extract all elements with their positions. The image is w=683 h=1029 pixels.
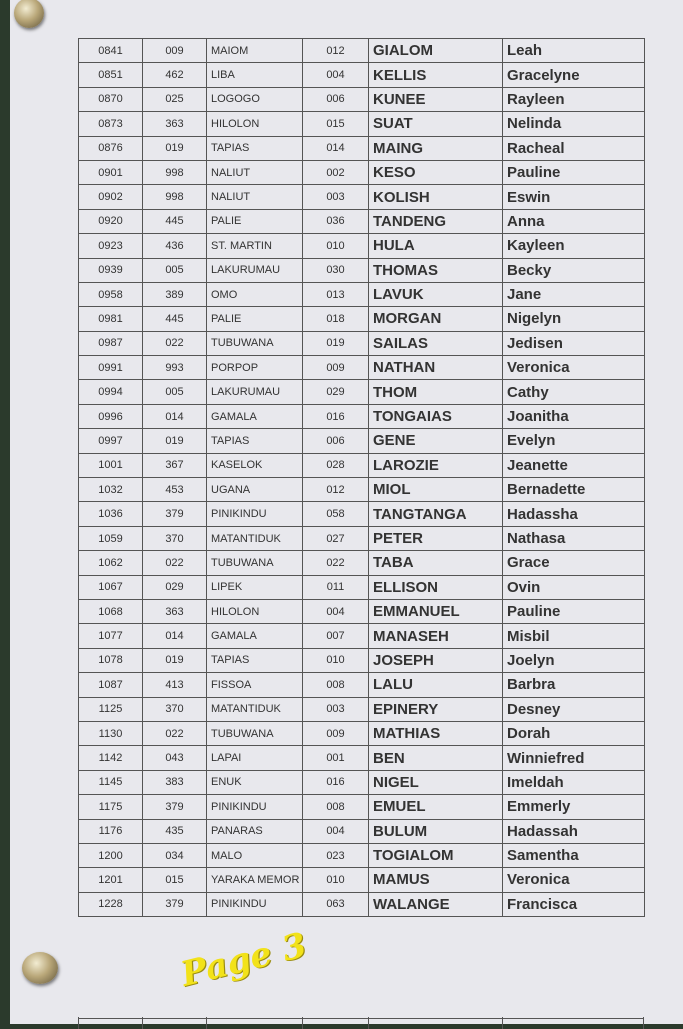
- village-name-cell: TUBUWANA: [207, 331, 303, 355]
- given-name-cell: Hadassah: [503, 819, 645, 843]
- house-number-cell: 009: [303, 721, 369, 745]
- village-code-cell: 043: [143, 746, 207, 770]
- village-name-cell: NALIUT: [207, 185, 303, 209]
- record-number-cell: 0841: [79, 39, 143, 63]
- village-code-cell: 436: [143, 234, 207, 258]
- surname-cell: LAROZIE: [369, 453, 503, 477]
- village-code-cell: 022: [143, 721, 207, 745]
- house-number-cell: 004: [303, 63, 369, 87]
- given-name-cell: Grace: [503, 551, 645, 575]
- given-name-cell: Jeanette: [503, 453, 645, 477]
- surname-cell: LALU: [369, 673, 503, 697]
- house-number-cell: 023: [303, 843, 369, 867]
- village-code-cell: 370: [143, 526, 207, 550]
- given-name-cell: Anna: [503, 209, 645, 233]
- surname-cell: TABA: [369, 551, 503, 575]
- given-name-cell: Pauline: [503, 599, 645, 623]
- record-number-cell: 0851: [79, 63, 143, 87]
- village-name-cell: LIBA: [207, 63, 303, 87]
- surname-cell: EMMANUEL: [369, 599, 503, 623]
- house-number-cell: 012: [303, 39, 369, 63]
- table-row: [79, 575, 645, 599]
- village-name-cell: LIPEK: [207, 575, 303, 599]
- given-name-cell: Barbra: [503, 673, 645, 697]
- table-row: [79, 87, 645, 111]
- record-number-cell: 1001: [79, 453, 143, 477]
- surname-cell: BULUM: [369, 819, 503, 843]
- table-row: [79, 746, 645, 770]
- given-name-cell: Kayleen: [503, 234, 645, 258]
- record-number-cell: 1176: [79, 819, 143, 843]
- surname-cell: EMUEL: [369, 795, 503, 819]
- record-number-cell: 1145: [79, 770, 143, 794]
- village-name-cell: HILOLON: [207, 599, 303, 623]
- village-name-cell: TUBUWANA: [207, 551, 303, 575]
- house-number-cell: 003: [303, 697, 369, 721]
- village-code-cell: 005: [143, 258, 207, 282]
- given-name-cell: Nathasa: [503, 526, 645, 550]
- given-name-cell: Imeldah: [503, 770, 645, 794]
- table-row: [79, 39, 645, 63]
- village-name-cell: KASELOK: [207, 453, 303, 477]
- roster-body: [79, 39, 645, 917]
- thumbtack-icon: [22, 952, 58, 984]
- table-row: [79, 282, 645, 306]
- village-code-cell: 022: [143, 551, 207, 575]
- record-number-cell: 1087: [79, 673, 143, 697]
- record-number-cell: 0987: [79, 331, 143, 355]
- village-name-cell: YARAKA MEMOR: [207, 868, 303, 892]
- village-code-cell: 363: [143, 112, 207, 136]
- house-number-cell: 008: [303, 795, 369, 819]
- record-number-cell: 0997: [79, 429, 143, 453]
- record-number-cell: 1068: [79, 599, 143, 623]
- village-name-cell: ENUK: [207, 770, 303, 794]
- table-row: [79, 770, 645, 794]
- given-name-cell: Jedisen: [503, 331, 645, 355]
- surname-cell: NATHAN: [369, 356, 503, 380]
- given-name-cell: Evelyn: [503, 429, 645, 453]
- village-name-cell: FISSOA: [207, 673, 303, 697]
- surname-cell: MATHIAS: [369, 721, 503, 745]
- house-number-cell: 007: [303, 624, 369, 648]
- house-number-cell: 011: [303, 575, 369, 599]
- table-row: [79, 136, 645, 160]
- house-number-cell: 009: [303, 356, 369, 380]
- village-code-cell: 022: [143, 331, 207, 355]
- table-row: [79, 648, 645, 672]
- record-number-cell: 1032: [79, 478, 143, 502]
- given-name-cell: Pauline: [503, 160, 645, 184]
- village-name-cell: MAIOM: [207, 39, 303, 63]
- village-name-cell: MATANTIDUK: [207, 526, 303, 550]
- surname-cell: GIALOM: [369, 39, 503, 63]
- village-name-cell: TAPIAS: [207, 648, 303, 672]
- village-code-cell: 005: [143, 380, 207, 404]
- surname-cell: MANASEH: [369, 624, 503, 648]
- surname-cell: SAILAS: [369, 331, 503, 355]
- record-number-cell: 0920: [79, 209, 143, 233]
- surname-cell: PETER: [369, 526, 503, 550]
- table-row: [79, 356, 645, 380]
- house-number-cell: 029: [303, 380, 369, 404]
- house-number-cell: 001: [303, 746, 369, 770]
- table-row: [79, 551, 645, 575]
- roster-table: [78, 38, 645, 917]
- record-number-cell: 1175: [79, 795, 143, 819]
- village-name-cell: ST. MARTIN: [207, 234, 303, 258]
- house-number-cell: 010: [303, 648, 369, 672]
- surname-cell: KUNEE: [369, 87, 503, 111]
- village-code-cell: 379: [143, 795, 207, 819]
- house-number-cell: 012: [303, 478, 369, 502]
- given-name-cell: Winniefred: [503, 746, 645, 770]
- village-code-cell: 379: [143, 892, 207, 916]
- village-code-cell: 014: [143, 404, 207, 428]
- given-name-cell: Hadassha: [503, 502, 645, 526]
- house-number-cell: 010: [303, 234, 369, 258]
- table-row: [79, 331, 645, 355]
- given-name-cell: Francisca: [503, 892, 645, 916]
- table-row: [79, 697, 645, 721]
- table-row: [79, 234, 645, 258]
- village-name-cell: LAKURUMAU: [207, 258, 303, 282]
- surname-cell: JOSEPH: [369, 648, 503, 672]
- record-number-cell: 0981: [79, 307, 143, 331]
- village-name-cell: PINIKINDU: [207, 795, 303, 819]
- table-row: [79, 112, 645, 136]
- table-row: [79, 63, 645, 87]
- record-number-cell: 1228: [79, 892, 143, 916]
- village-code-cell: 462: [143, 63, 207, 87]
- village-code-cell: 019: [143, 136, 207, 160]
- surname-cell: MIOL: [369, 478, 503, 502]
- village-name-cell: LOGOGO: [207, 87, 303, 111]
- record-number-cell: 1201: [79, 868, 143, 892]
- village-code-cell: 014: [143, 624, 207, 648]
- given-name-cell: Cathy: [503, 380, 645, 404]
- village-code-cell: 445: [143, 307, 207, 331]
- table-row: [79, 795, 645, 819]
- house-number-cell: 006: [303, 429, 369, 453]
- village-name-cell: TUBUWANA: [207, 721, 303, 745]
- house-number-cell: 028: [303, 453, 369, 477]
- surname-cell: MORGAN: [369, 307, 503, 331]
- surname-cell: MAING: [369, 136, 503, 160]
- house-number-cell: 014: [303, 136, 369, 160]
- village-code-cell: 379: [143, 502, 207, 526]
- house-number-cell: 004: [303, 819, 369, 843]
- surname-cell: THOMAS: [369, 258, 503, 282]
- village-code-cell: 413: [143, 673, 207, 697]
- table-row: [79, 185, 645, 209]
- village-code-cell: 029: [143, 575, 207, 599]
- given-name-cell: Ovin: [503, 575, 645, 599]
- village-name-cell: PORPOP: [207, 356, 303, 380]
- table-row: [79, 502, 645, 526]
- surname-cell: TONGAIAS: [369, 404, 503, 428]
- village-code-cell: 019: [143, 429, 207, 453]
- village-name-cell: MALO: [207, 843, 303, 867]
- surname-cell: TANGTANGA: [369, 502, 503, 526]
- record-number-cell: 0991: [79, 356, 143, 380]
- given-name-cell: Nigelyn: [503, 307, 645, 331]
- record-number-cell: 0902: [79, 185, 143, 209]
- house-number-cell: 036: [303, 209, 369, 233]
- village-code-cell: 034: [143, 843, 207, 867]
- village-name-cell: PINIKINDU: [207, 892, 303, 916]
- village-code-cell: 370: [143, 697, 207, 721]
- house-number-cell: 010: [303, 868, 369, 892]
- given-name-cell: Bernadette: [503, 478, 645, 502]
- village-code-cell: 445: [143, 209, 207, 233]
- table-row: [79, 380, 645, 404]
- table-row: [79, 453, 645, 477]
- village-code-cell: 367: [143, 453, 207, 477]
- village-code-cell: 025: [143, 87, 207, 111]
- record-number-cell: 0939: [79, 258, 143, 282]
- surname-cell: HULA: [369, 234, 503, 258]
- table-row: [79, 258, 645, 282]
- record-number-cell: 1200: [79, 843, 143, 867]
- village-code-cell: 009: [143, 39, 207, 63]
- table-row: [79, 624, 645, 648]
- table-row: [79, 819, 645, 843]
- surname-cell: ELLISON: [369, 575, 503, 599]
- surname-cell: GENE: [369, 429, 503, 453]
- village-name-cell: GAMALA: [207, 404, 303, 428]
- surname-cell: MAMUS: [369, 868, 503, 892]
- village-code-cell: 435: [143, 819, 207, 843]
- village-code-cell: 453: [143, 478, 207, 502]
- given-name-cell: Leah: [503, 39, 645, 63]
- record-number-cell: 1036: [79, 502, 143, 526]
- village-name-cell: OMO: [207, 282, 303, 306]
- village-name-cell: PINIKINDU: [207, 502, 303, 526]
- given-name-cell: Joelyn: [503, 648, 645, 672]
- surname-cell: KELLIS: [369, 63, 503, 87]
- given-name-cell: Emmerly: [503, 795, 645, 819]
- surname-cell: THOM: [369, 380, 503, 404]
- surname-cell: EPINERY: [369, 697, 503, 721]
- village-code-cell: 998: [143, 185, 207, 209]
- house-number-cell: 018: [303, 307, 369, 331]
- surname-cell: SUAT: [369, 112, 503, 136]
- surname-cell: KOLISH: [369, 185, 503, 209]
- table-row: [79, 429, 645, 453]
- given-name-cell: Eswin: [503, 185, 645, 209]
- record-number-cell: 0901: [79, 160, 143, 184]
- village-name-cell: PALIE: [207, 209, 303, 233]
- record-number-cell: 1067: [79, 575, 143, 599]
- house-number-cell: 027: [303, 526, 369, 550]
- record-number-cell: 1078: [79, 648, 143, 672]
- record-number-cell: 0873: [79, 112, 143, 136]
- table-row: [79, 526, 645, 550]
- village-name-cell: HILOLON: [207, 112, 303, 136]
- village-name-cell: PANARAS: [207, 819, 303, 843]
- surname-cell: TOGIALOM: [369, 843, 503, 867]
- village-code-cell: 389: [143, 282, 207, 306]
- record-number-cell: 1059: [79, 526, 143, 550]
- village-name-cell: PALIE: [207, 307, 303, 331]
- village-code-cell: 363: [143, 599, 207, 623]
- village-name-cell: TAPIAS: [207, 136, 303, 160]
- village-code-cell: 019: [143, 648, 207, 672]
- table-row: [79, 404, 645, 428]
- record-number-cell: 0923: [79, 234, 143, 258]
- table-row: [79, 599, 645, 623]
- surname-cell: TANDENG: [369, 209, 503, 233]
- table-row: [79, 307, 645, 331]
- record-number-cell: 1130: [79, 721, 143, 745]
- surname-cell: LAVUK: [369, 282, 503, 306]
- record-number-cell: 1062: [79, 551, 143, 575]
- given-name-cell: Veronica: [503, 356, 645, 380]
- village-name-cell: TAPIAS: [207, 429, 303, 453]
- surname-cell: BEN: [369, 746, 503, 770]
- record-number-cell: 1125: [79, 697, 143, 721]
- given-name-cell: Becky: [503, 258, 645, 282]
- house-number-cell: 002: [303, 160, 369, 184]
- house-number-cell: 058: [303, 502, 369, 526]
- record-number-cell: 0958: [79, 282, 143, 306]
- record-number-cell: 1077: [79, 624, 143, 648]
- village-name-cell: LAPAI: [207, 746, 303, 770]
- house-number-cell: 063: [303, 892, 369, 916]
- surname-cell: WALANGE: [369, 892, 503, 916]
- surname-cell: NIGEL: [369, 770, 503, 794]
- house-number-cell: 013: [303, 282, 369, 306]
- given-name-cell: Veronica: [503, 868, 645, 892]
- given-name-cell: Misbil: [503, 624, 645, 648]
- table-row: [79, 892, 645, 916]
- village-code-cell: 998: [143, 160, 207, 184]
- given-name-cell: Samentha: [503, 843, 645, 867]
- village-name-cell: NALIUT: [207, 160, 303, 184]
- house-number-cell: 016: [303, 404, 369, 428]
- village-code-cell: 383: [143, 770, 207, 794]
- table-row: [79, 721, 645, 745]
- house-number-cell: 019: [303, 331, 369, 355]
- village-code-cell: 015: [143, 868, 207, 892]
- house-number-cell: 022: [303, 551, 369, 575]
- given-name-cell: Rayleen: [503, 87, 645, 111]
- record-number-cell: 0996: [79, 404, 143, 428]
- table-row: [79, 673, 645, 697]
- village-name-cell: MATANTIDUK: [207, 697, 303, 721]
- record-number-cell: 0994: [79, 380, 143, 404]
- given-name-cell: Jane: [503, 282, 645, 306]
- record-number-cell: 0876: [79, 136, 143, 160]
- village-name-cell: LAKURUMAU: [207, 380, 303, 404]
- given-name-cell: Joanitha: [503, 404, 645, 428]
- record-number-cell: 1142: [79, 746, 143, 770]
- house-number-cell: 006: [303, 87, 369, 111]
- house-number-cell: 015: [303, 112, 369, 136]
- given-name-cell: Gracelyne: [503, 63, 645, 87]
- table-row: [79, 478, 645, 502]
- house-number-cell: 016: [303, 770, 369, 794]
- given-name-cell: Racheal: [503, 136, 645, 160]
- given-name-cell: Desney: [503, 697, 645, 721]
- table-row: [79, 868, 645, 892]
- given-name-cell: Dorah: [503, 721, 645, 745]
- house-number-cell: 003: [303, 185, 369, 209]
- house-number-cell: 030: [303, 258, 369, 282]
- village-code-cell: 993: [143, 356, 207, 380]
- table-row: [79, 843, 645, 867]
- table-row: [79, 160, 645, 184]
- village-name-cell: GAMALA: [207, 624, 303, 648]
- record-number-cell: 0870: [79, 87, 143, 111]
- house-number-cell: 004: [303, 599, 369, 623]
- surname-cell: KESO: [369, 160, 503, 184]
- village-name-cell: UGANA: [207, 478, 303, 502]
- page-number-label: Page 3: [177, 925, 311, 995]
- table-row: [79, 209, 645, 233]
- house-number-cell: 008: [303, 673, 369, 697]
- given-name-cell: Nelinda: [503, 112, 645, 136]
